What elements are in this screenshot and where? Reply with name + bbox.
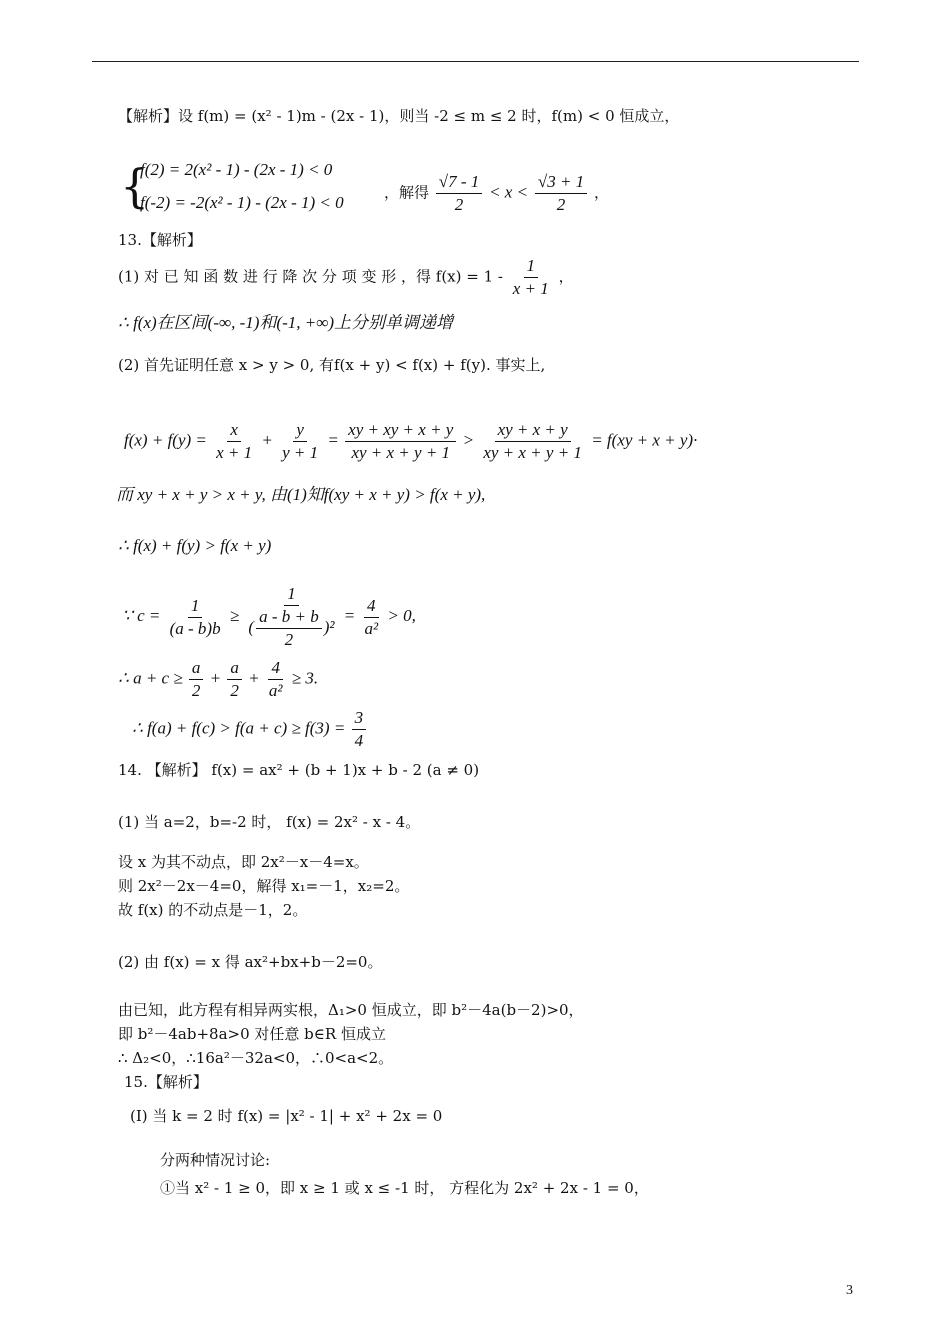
line-15-1 — [130, 1106, 442, 1126]
left-brace: { — [120, 159, 150, 213]
fraction — [510, 256, 552, 299]
numerator: √7 - 1 — [436, 172, 483, 194]
denominator: x + 1 — [216, 443, 253, 462]
text: ∴ f(a) + f(c) > f(a + c) ≥ f(3) = — [132, 718, 346, 738]
numerator: a - b + b — [256, 607, 322, 629]
line-14-2 — [118, 952, 382, 972]
text: (2) 由 f(x) = x 得 ax²+bx+b－2=0。 — [118, 953, 383, 971]
numerator: a — [189, 658, 204, 680]
line-13-1 — [118, 256, 574, 299]
text: 14. 【解析】 f(x) = ax² + (b + 1)x + b - 2 (a ≠ 0) — [118, 761, 480, 779]
line-13-monotonic — [118, 313, 453, 333]
text: ≥ — [229, 605, 240, 625]
heading-14 — [118, 760, 479, 780]
text: (1) 当 a=2，b=-2 时， f(x) = 2x² - x - 4。 — [118, 813, 421, 831]
text: f(x) + f(y) = — [124, 430, 207, 450]
text: ①当 x² - 1 ≥ 0，即 x ≥ 1 或 x ≤ -1 时， 方程化为 2x² + 2x - 1 = 0， — [160, 1179, 649, 1197]
text: 故 f(x) 的不动点是－1，2。 — [118, 901, 308, 919]
denominator: 2 — [454, 195, 464, 214]
numerator: 3 — [352, 708, 367, 730]
denominator: (a - b)b — [169, 618, 221, 638]
text: 由已知，此方程有相异两实根，Δ₁>0 恒成立，即 b²－4a(b－2)>0， — [118, 1001, 584, 1019]
fraction — [167, 596, 224, 639]
fraction — [189, 658, 204, 701]
text: + — [261, 430, 273, 450]
denominator: 2 — [191, 681, 201, 700]
denominator: x + 1 — [512, 279, 549, 298]
text: > — [462, 430, 475, 450]
text: (1) 对 已 知 函 数 进 行 降 次 分 项 变 形 ，得 f(x) = 1 - — [118, 267, 503, 286]
numerator: √3 + 1 — [535, 172, 587, 194]
equation-fxy — [124, 420, 697, 463]
fraction — [361, 596, 381, 639]
text: < x < — [489, 182, 529, 202]
text: (I) 当 k = 2 时 f(x) = |x² - 1| + x² + 2x = 0 — [130, 1107, 443, 1125]
text: + — [248, 668, 260, 688]
fraction — [480, 420, 585, 463]
numerator: 4 — [364, 596, 379, 618]
system-line-2 — [140, 193, 344, 213]
numerator: 1 — [524, 256, 539, 278]
denominator: 4 — [354, 731, 364, 750]
equation-c — [122, 584, 416, 650]
text: ∴ f(x)在区间(-∞, -1)和(-1, +∞)上分别单调递增 — [118, 313, 453, 332]
numerator: a — [227, 658, 242, 680]
fraction — [266, 658, 286, 701]
denominator: 2 — [230, 681, 239, 700]
line-14-solve — [118, 876, 409, 896]
line-13-while — [116, 485, 485, 505]
fraction — [279, 420, 321, 463]
text: ，解得 — [384, 183, 430, 202]
numerator: xy + x + y — [495, 420, 571, 442]
fraction — [352, 708, 367, 751]
text: 而 xy + x + y > x + y, 由(1)知f(xy + x + y) > f(x + y), — [116, 485, 486, 504]
line-14-result — [118, 900, 307, 920]
text: ∵ c = — [122, 605, 161, 625]
text: ， — [593, 183, 609, 202]
text: 13.【解析】 — [118, 231, 202, 249]
fraction — [535, 172, 587, 215]
text: 则 2x²－2x－4=0，解得 x₁=－1，x₂=2。 — [118, 877, 410, 895]
text: 设 x 为其不动点，即 2x²－x－4=x。 — [118, 853, 369, 871]
solution-range — [384, 172, 609, 215]
denominator: a² — [268, 681, 283, 700]
text: > 0, — [387, 605, 416, 625]
line-15-cases — [160, 1150, 270, 1170]
text: ， — [558, 267, 574, 286]
denominator: y + 1 — [282, 443, 319, 462]
numerator: y — [293, 420, 307, 442]
equation-a-plus-c — [118, 658, 318, 701]
text: = f(xy + x + y)· — [591, 430, 698, 450]
system-line-1 — [140, 160, 332, 180]
text: ≥ 3. — [291, 668, 319, 688]
line-14-inequality — [118, 1024, 386, 1044]
numerator: x — [227, 420, 241, 442]
denominator: xy + x + y + 1 — [351, 443, 451, 462]
line-13-2 — [118, 355, 545, 375]
line-14-conclusion — [118, 1048, 393, 1068]
text: ∴ f(x) + f(y) > f(x + y) — [118, 536, 272, 555]
page-number: 3 — [846, 1283, 853, 1298]
text: 分两种情况讨论: — [160, 1151, 271, 1169]
text: f(-2) = -2(x² - 1) - (2x - 1) < 0 — [140, 193, 344, 212]
fraction — [213, 420, 255, 463]
text: = — [327, 430, 339, 450]
header-rule — [92, 61, 859, 62]
denominator: xy + x + y + 1 — [483, 443, 582, 462]
numerator: 4 — [268, 658, 283, 680]
heading-15 — [124, 1072, 208, 1092]
inner-fraction — [256, 607, 322, 650]
denominator: ( $\frac{a - b + b}{2}$ )² — [248, 607, 335, 649]
numerator: xy + xy + x + y — [345, 420, 456, 442]
fraction — [345, 420, 456, 463]
line-15-case-1 — [160, 1178, 649, 1198]
denominator: 2 — [556, 195, 566, 214]
numerator: 1 — [188, 596, 203, 618]
denominator: 2 — [284, 630, 294, 649]
text: ∴ a + c ≥ — [118, 668, 183, 688]
text: 15.【解析】 — [124, 1073, 208, 1091]
text: 【解析】设 f(m) = (x² - 1)m - (2x - 1)，则当 -2 ≤ m ≤ 2 时，f(m) < 0 恒成立， — [118, 107, 680, 125]
line-14-fixed-point — [118, 852, 369, 872]
line-13-therefore — [118, 536, 271, 556]
text: f(2) = 2(x² - 1) - (2x - 1) < 0 — [140, 160, 333, 179]
text: (2) 首先证明任意 x > y > 0, 有f(x + y) < f(x) + f(y). 事实上, — [118, 356, 546, 374]
text: = — [343, 605, 356, 625]
line-14-1 — [118, 812, 420, 832]
fraction — [227, 658, 242, 701]
line-solution-intro — [118, 106, 679, 126]
line-14-discriminant — [118, 1000, 584, 1020]
numerator: 1 — [284, 584, 299, 606]
equation-fa-fc — [132, 708, 368, 751]
text: ∴ Δ₂<0，∴16a²－32a<0，∴0<a<2。 — [118, 1049, 394, 1067]
text: 即 b²－4ab+8a>0 对任意 b∈R 恒成立 — [118, 1025, 386, 1043]
fraction — [436, 172, 483, 215]
denominator: a² — [364, 618, 379, 638]
text: + — [209, 668, 222, 688]
heading-13 — [118, 230, 202, 250]
fraction — [245, 584, 337, 650]
